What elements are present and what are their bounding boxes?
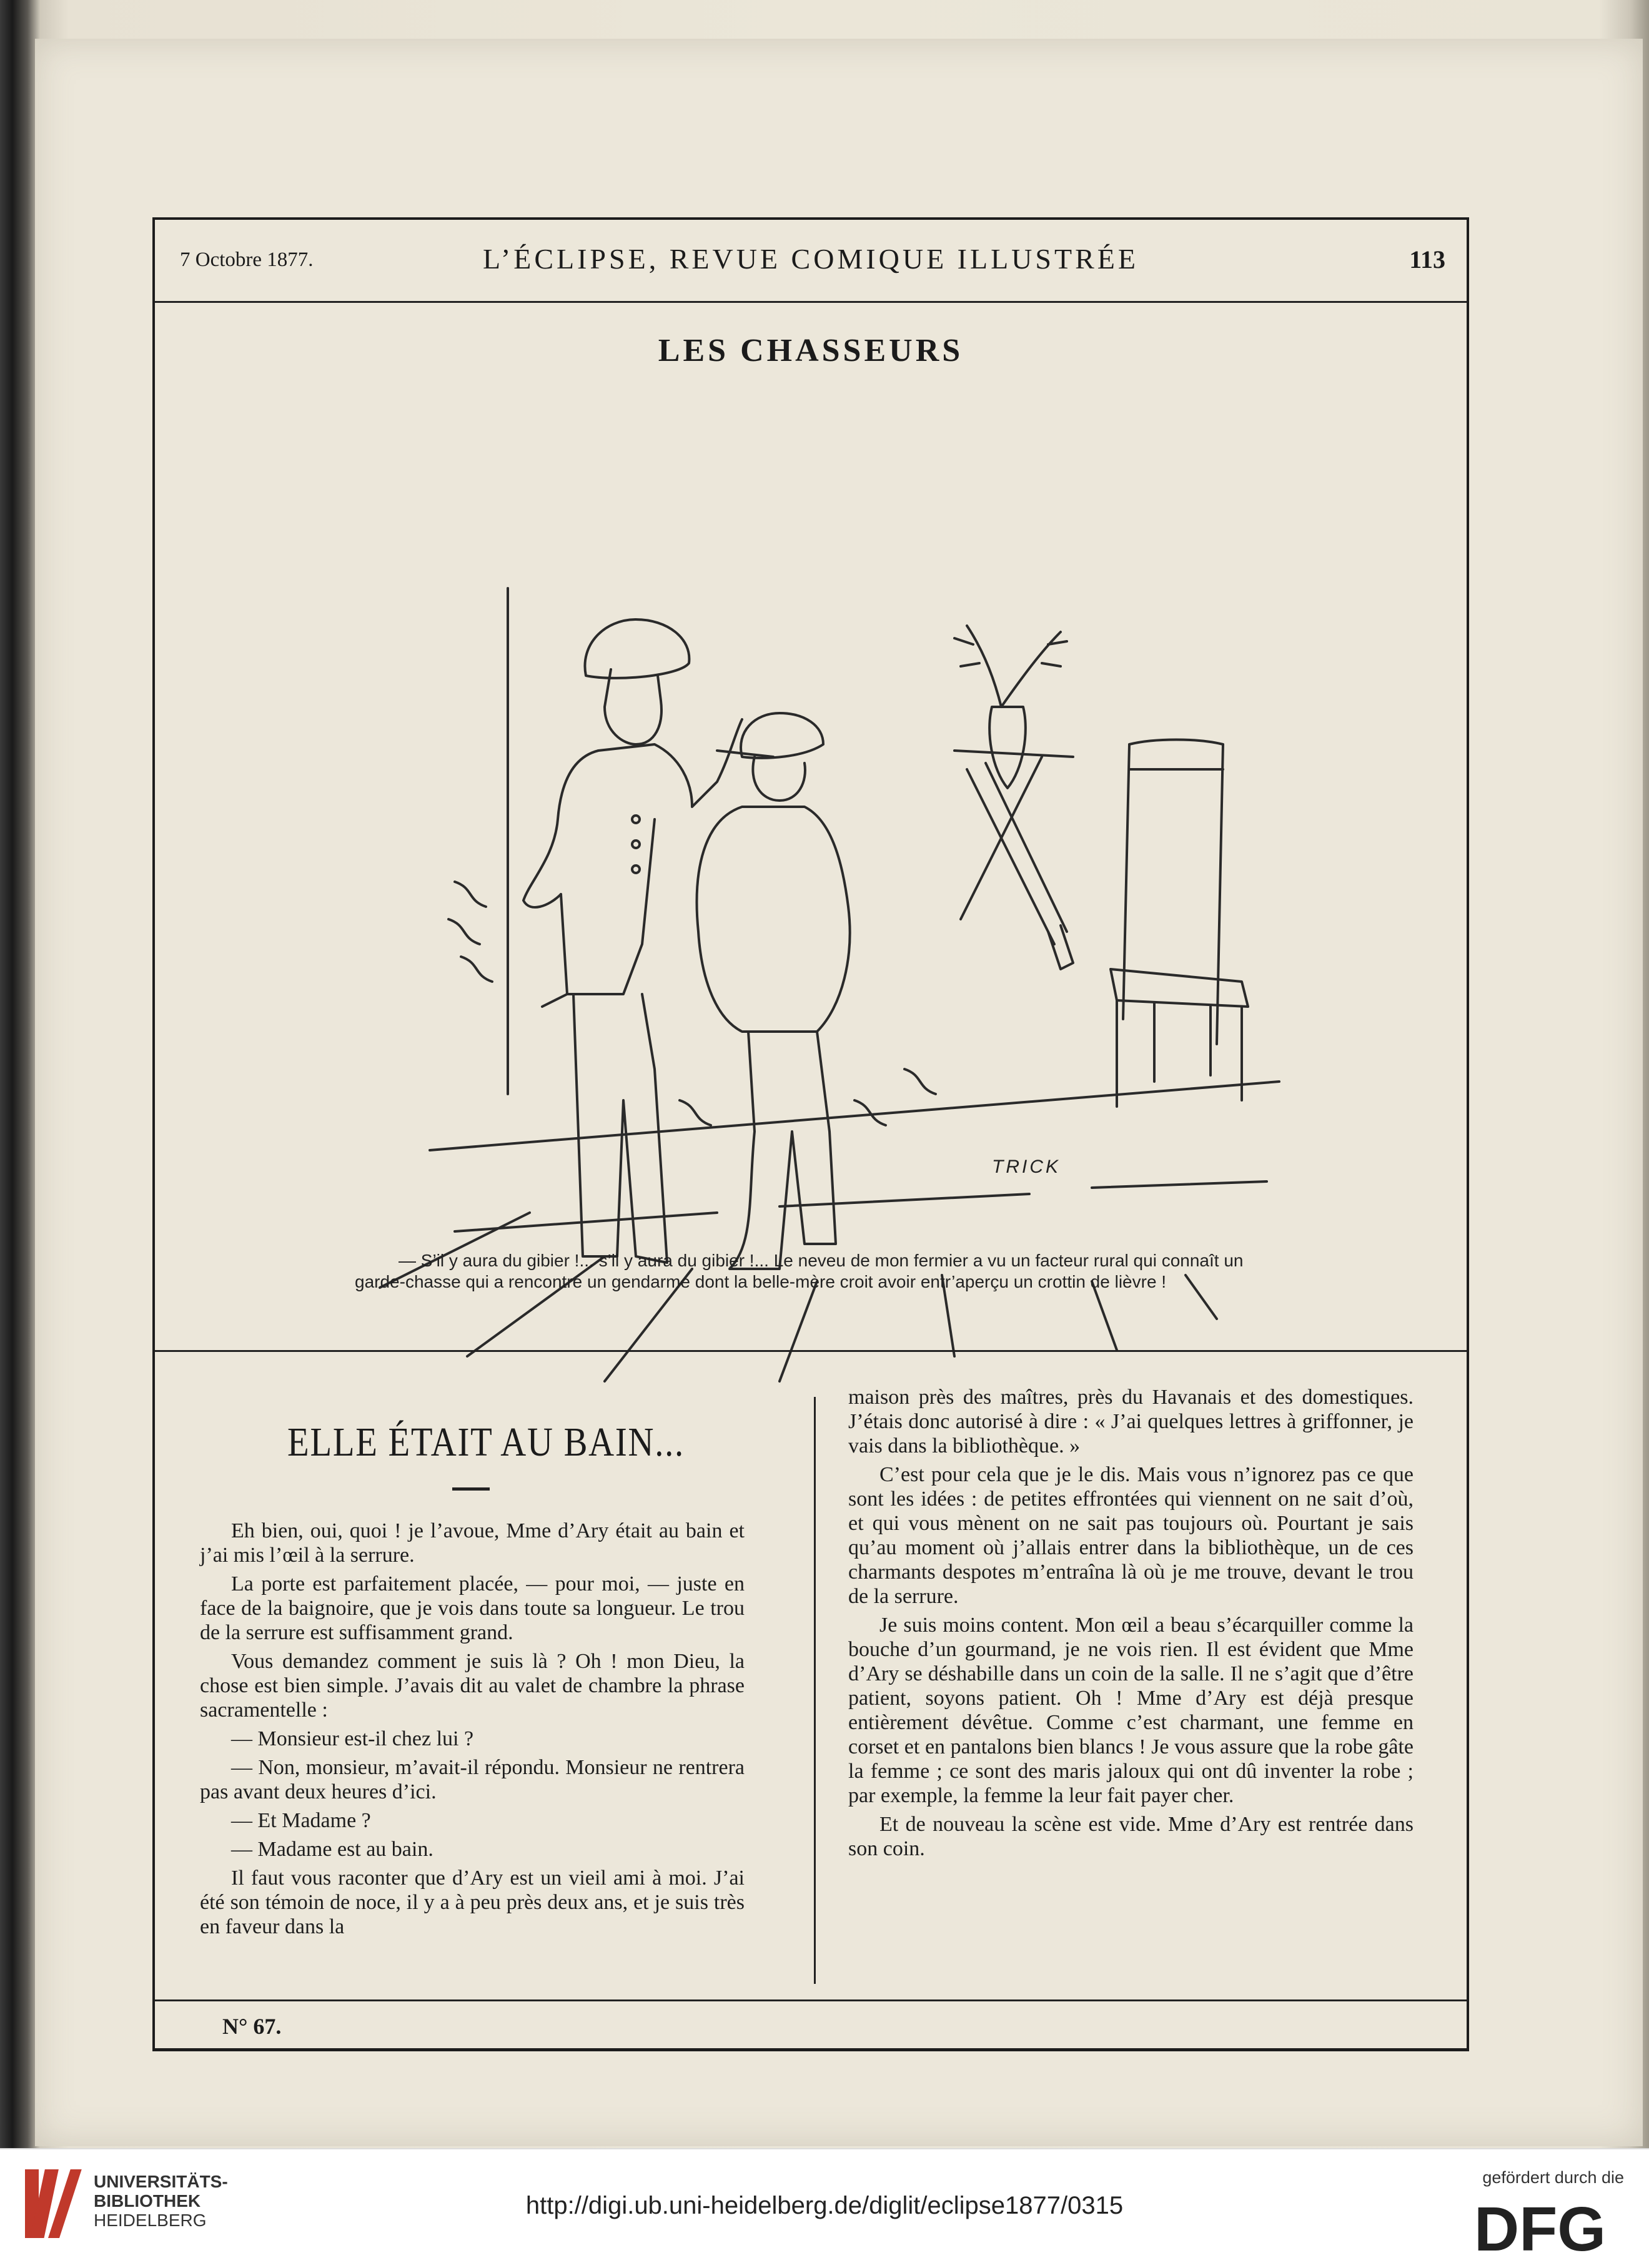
issue-date: 7 Octobre 1877. [180, 249, 314, 271]
article-title: ELLE ÉTAIT AU BAIN... [287, 1419, 685, 1465]
bottom-rule [155, 1999, 1467, 2001]
paragraph: La porte est parfaitement placée, — pour moi, — juste en face de la baignoire, que je vois dans toute sa longueur. Le trou de la serrure est suffisamment grand. [200, 1572, 745, 1644]
paragraph: Vous demandez comment je suis là ? Oh ! mon Dieu, la chose est bien simple. J’avais dit au valet de chambre la phrase sacramentelle : [200, 1650, 745, 1722]
issue-number: N° 67. [222, 2014, 282, 2039]
paragraph-continuation: maison près des maîtres, près du Havanais et des domestiques. J’étais donc autorisé à dire : « J’ai quelques lettres à griffonner, je vais dans la bibliothèque. » [848, 1386, 1414, 1457]
paragraph: — Madame est au bain. [231, 1838, 433, 1861]
article-column-left [200, 1519, 745, 1943]
paragraph: — Monsieur est-il chez lui ? [231, 1727, 474, 1750]
paragraph: Eh bien, oui, quoi ! je l’avoue, Mme d’Ary était au bain et j’ai mis l’œil à la serrure. [200, 1519, 745, 1567]
library-line3: HEIDELBERG [94, 2211, 207, 2230]
cartoon-caption: — S’il y aura du gibier !... s’il y aura du gibier !... Le neveu de mon fermier a vu un facteur rural qui connaît un garde-chasse qui a rencontré un gendarme dont la belle-mère croit avoir entr’aperçu un crottin de lièvre ! [355, 1251, 1244, 1291]
viewer-footer [0, 2148, 1649, 2268]
paragraph: Je suis moins content. Mon œil a beau s’écarquiller comme la bouche d’un gourmand, je ne vois rien. Il est évident que Mme d’Ary se déshabille dans un coin de la salle. Il ne s’agit que d’être patient, soyons patient. Oh ! Mme d’Ary est déjà presque entièrement dévêtue. Comme c’est charmant, une femme en corset et en pantalons bien blancs ! Je vous assure que la robe gâte la femme ; ce sont des maris jaloux qui ont dû inventer la robe ; par exemple, la femme la leur fait payer cher. [848, 1614, 1414, 1807]
article-column-right [848, 1385, 1414, 1865]
page-number: 113 [1409, 245, 1445, 274]
paragraph: C’est pour cela que je le dis. Mais vous n’ignorez pas ce que sont les idées : de petites effrontées qui viennent on ne sait d’où, et qui vous mènent on ne sait pas toujours où. Pourtant je sais qu’au moment où j’allais entrer dans la bibliothèque, un de ces charmants despotes m’entraîna là où je me trouve, devant le trou de la serrure. [848, 1463, 1414, 1608]
title-dash [452, 1487, 490, 1491]
running-header [155, 220, 1467, 303]
newspaper-page [35, 39, 1643, 2146]
paragraph: Et de nouveau la scène est vide. Mme d’Ary est rentrée dans son coin. [848, 1813, 1414, 1860]
permalink-url[interactable]: http://digi.ub.uni-heidelberg.de/diglit/eclipse1877/0315 [525, 2192, 1124, 2219]
cartoon-title: LES CHASSEURS [658, 333, 964, 368]
journal-title: L’ÉCLIPSE, REVUE COMIQUE ILLUSTRÉE [483, 243, 1139, 275]
paragraph: Il faut vous raconter que d’Ary est un vieil ami à moi. J’ai été son témoin de noce, il y a à peu près deux ans, et je suis très en faveur dans la [200, 1866, 745, 1938]
artist-signature: TRICK [992, 1156, 1061, 1177]
library-line1: UNIVERSITÄTS- [94, 2172, 228, 2191]
paragraph: — Non, monsieur, m’avait-il répondu. Monsieur ne rentrera pas avant deux heures d’ici. [200, 1756, 745, 1803]
paragraph: — Et Madame ? [231, 1809, 371, 1832]
funding-caption: gefördert durch die [1482, 2168, 1624, 2187]
column-rule [814, 1397, 816, 1984]
dfg-logo-icon[interactable] [1474, 2197, 1624, 2257]
library-line2: BIBLIOTHEK [94, 2191, 201, 2211]
section-divider [155, 1350, 1467, 1352]
page-frame [152, 217, 1469, 2051]
dfg-logo-text: DFG [1474, 2197, 1607, 2257]
